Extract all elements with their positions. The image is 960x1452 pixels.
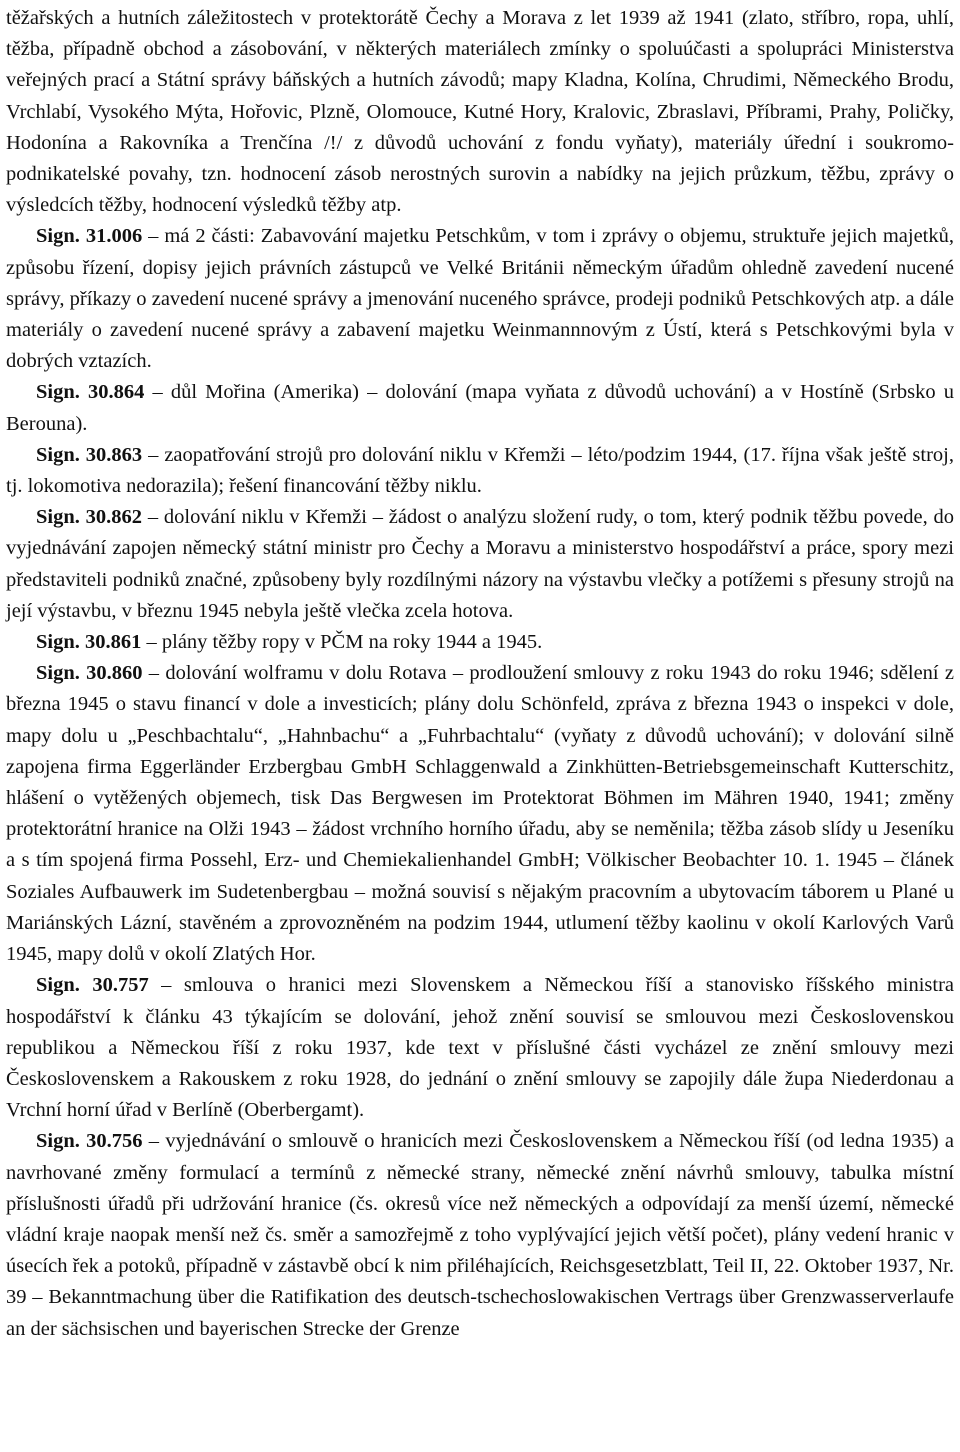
entry-text: – plány těžby ropy v PČM na roky 1944 a 1945. [141, 631, 543, 654]
signature-label: Sign. 30.756 [36, 1130, 143, 1153]
entry-30757 [6, 970, 954, 1126]
intro-paragraph: těžařských a hutních záležitostech v protektorátě Čechy a Morava z let 1939 až 1941 (zlato, stříbro, ropa, uhlí, těžba, případně obchod a zásobování, v některých materiálech zmínky o spoluúčasti a spolupráci Ministerstva veřejných prací a Státní správy báňských a hutních závodů; mapy Kladna, Kolína, Chrudimi, Německého Brodu, Vrchlabí, Vysokého Mýta, Hořovic, Plzně, Olomouce, Kutné Hory, Kralovic, Zbraslavi, Příbrami, Prahy, Poličky, Hodonína a Rakovníka a Trenčína /!/ z důvodů uchování z fondu vyňaty), materiály úřední i soukromo-podnikatelské povahy, tzn. hodnocení zásob nerostných surovin a nabídky na jejich průzkum, těžbu, zprávy o výsledcích těžby, hodnocení výsledků těžby atp. [6, 7, 954, 217]
entry-text: – smlouva o hranici mezi Slovenskem a Německou říší a stanovisko říšského ministra hospodářství k článku 43 týkajícím se dolování, jehož znění souvisí se smlouvou mezi Československou republikou a Německou říší z roku 1937, kde text v příslušné části vycházel ze znění smlouvy mezi Československem a Rakouskem z roku 1928, do jednání o znění smlouvy se zapojily dále župa Niederdonau a Vrchní horní úřad v Berlíně (Oberbergamt). [6, 974, 955, 1122]
signature-label: Sign. 30.757 [36, 974, 149, 997]
entry-text: – dolování niklu v Křemži – žádost o analýzu složení rudy, o tom, který podnik těžbu povede, do vyjednávání zapojen německý státní ministr pro Čechy a Moravu a ministerstvo hospodářství a práce, spory mezi představiteli podniků značné, způsobeny byly rozdílnými názory na výstavbu vlečky a potížemi s přesuny strojů na její výstavbu, v březnu 1945 nebyla ještě vlečka zcela hotova. [6, 506, 955, 622]
entry-text: – dolování wolframu v dolu Rotava – prodloužení smlouvy z roku 1943 do roku 1946; sdělení z března 1945 o stavu financí v dole a investicích; plány dolu Schönfeld, zpráva z března 1943 o inspekci v dole, mapy dolu u „Peschbachtalu“, „Hahnbachu“ a „Fuhrbachtalu“ (vyňaty z důvodů uchování); v dolování silně zapojena firma Eggerländer Erzbergbau GmbH Schlaggenwald a Zinkhütten-Betriebsgemeinschaft Kutterschitz, hlášení o vytěžených objemech, tisk Das Bergwesen im Protektorat Böhmen im Mähren 1940, 1941; změny protektorátní hranice na Olži 1943 – žádost vrchního horního úřadu, aby se neměnila; těžba zásob slídy u Jeseníku a s tím spojená firma Possehl, Erz- und Chemiekalienhandel GmbH; Völkischer Beobachter 10. 1. 1945 – článek Soziales Aufbauwerk im Sudetenbergbau – možná souvisí s nějakým pracovním a ubytovacím táborem u Plané u Mariánských Lázní, stavěném a zprovozněném na podzim 1944, utlumení těžby kaolinu v okolí Karlových Varů 1945, mapy dolů v okolí Zlatých Hor. [6, 662, 954, 966]
entry-text: – zaopatřování strojů pro dolování niklu v Křemži – léto/podzim 1944, (17. října však ještě stroj, tj. lokomotiva nedorazila); řešení financování těžby niklu. [6, 443, 954, 498]
signature-label: Sign. 30.860 [36, 662, 143, 685]
signature-label: Sign. 30.862 [36, 506, 143, 529]
entry-31006 [6, 221, 954, 377]
entry-text: – má 2 části: Zabavování majetku Petschkům, v tom i zprávy o objemu, struktuře jejich majetků, způsobu řízení, dopisy jejich právních zástupců ve Velké Británii německým úřadům ohledně zavedení nucené správy, příkazy o zavedení nucené správy a jmenování nuceného správce, prodeji podniků Petschkových atp. a dále materiály o zavedení nucené správy a zabavení majetku Weinmannnovým z Ústí, která s Petschkovými byla v dobrých vztazích. [6, 225, 955, 373]
signature-label: Sign. 30.861 [36, 631, 142, 654]
entry-30756 [6, 1126, 954, 1344]
entry-text: – vyjednávání o smlouvě o hranicích mezi Československem a Německou říší (od ledna 1935) a navrhované změny formulací a termínů z německé strany, německé znění návrhů smlouvy, tabulka místní příslušnosti úřadů při udržování hranice (čs. okresů více než německých a odpovídají za menší území, německé vládní kraje naopak menší než čs. směr a samozřejmě z toho vyplývající jejich větší počet), plány vedení hranic v úsecích řek a potoků, případně v zástavbě obcí k nim přiléhajících, Reichsgesetzblatt, Teil II, 22. Oktober 1937, Nr. 39 – Bekanntmachung über die Ratifikation des deutsch-tschechoslowakischen Vertrags über Grenzwasserverlaufe an der sächsischen und bayerischen Strecke der Grenze [6, 1130, 954, 1340]
entry-30862 [6, 502, 954, 627]
signature-label: Sign. 31.006 [36, 225, 143, 248]
entry-30860 [6, 658, 954, 970]
entry-30861 [6, 627, 954, 658]
entry-30863 [6, 440, 954, 502]
signature-label: Sign. 30.864 [36, 381, 145, 404]
entry-30864 [6, 377, 954, 439]
signature-label: Sign. 30.863 [36, 443, 143, 466]
entry-text: – důl Mořina (Amerika) – dolování (mapa vyňata z důvodů uchování) a v Hostíně (Srbsko u Berouna). [6, 381, 955, 435]
